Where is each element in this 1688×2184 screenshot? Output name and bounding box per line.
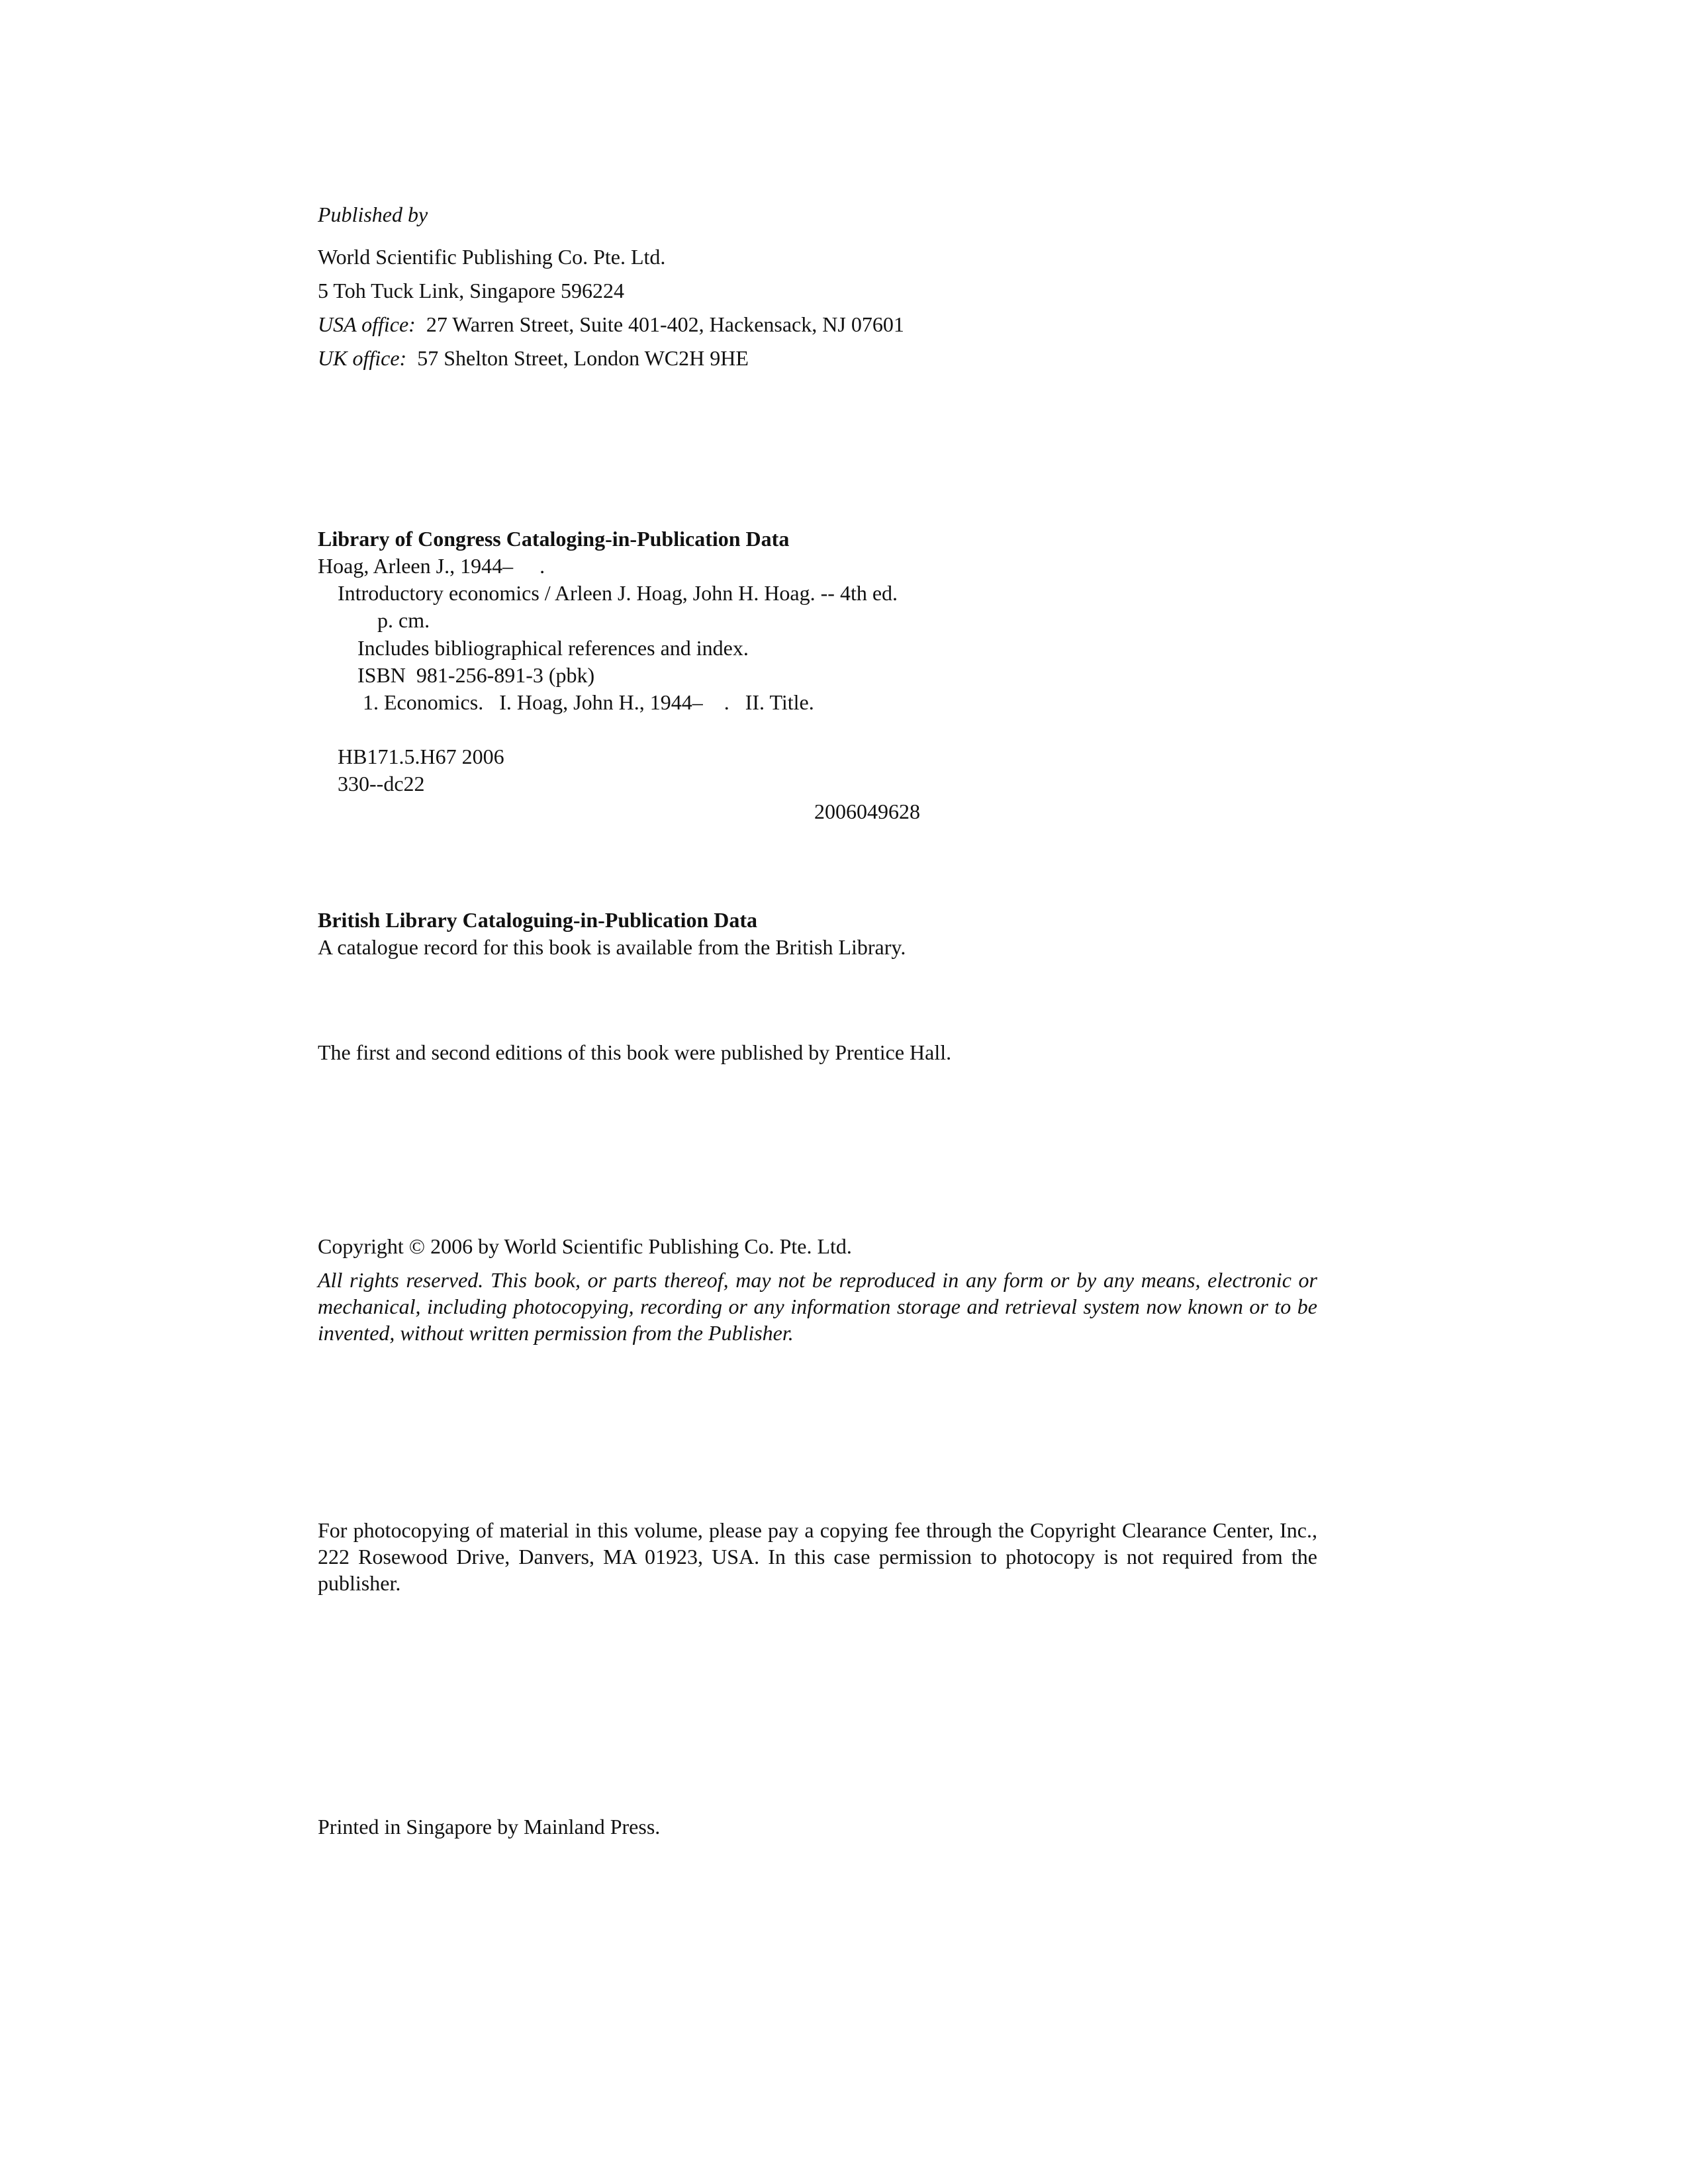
loc-subjects: 1. Economics. I. Hoag, John H., 1944– . II. Title. xyxy=(363,690,814,714)
editions-note: The first and second editions of this book were published by Prentice Hall. xyxy=(318,1040,952,1064)
loc-call-number: HB171.5.H67 2006 xyxy=(338,745,504,768)
loc-lccn: 2006049628 xyxy=(814,799,920,823)
uk-office-label: UK office: xyxy=(318,346,407,370)
copyright-line: Copyright © 2006 by World Scientific Publishing Co. Pte. Ltd. xyxy=(318,1234,852,1258)
loc-includes: Includes bibliographical references and index. xyxy=(357,636,749,660)
loc-author: Hoag, Arleen J., 1944– . xyxy=(318,554,545,578)
loc-isbn-value: 981-256-891-3 (pbk) xyxy=(416,663,595,687)
usa-office-address: 27 Warren Street, Suite 401-402, Hackensack, NJ 07601 xyxy=(426,312,904,336)
loc-title-line: Introductory economics / Arleen J. Hoag, John H. Hoag. -- 4th ed. xyxy=(338,581,898,605)
loc-cip-heading: Library of Congress Cataloging-in-Publication Data xyxy=(318,527,790,551)
publisher-name: World Scientific Publishing Co. Pte. Ltd. xyxy=(318,245,666,269)
loc-dewey: 330--dc22 xyxy=(338,772,425,796)
loc-isbn-label: ISBN xyxy=(357,663,406,687)
photocopy-note: For photocopying of material in this volume, please pay a copying fee through the Copyright Clearance Center, Inc., 222 Rosewood Drive, Danvers, MA 01923, USA. In this case permission to photocopy is not required from the publisher. xyxy=(318,1518,1317,1595)
rights-statement: All rights reserved. This book, or parts thereof, may not be reproduced in any form or by any means, electronic or mechanical, including photocopying, recording or any information storage and retrieval system now known or to be invented, without written permission from the Publisher. xyxy=(318,1268,1317,1345)
published-by-label: Published by xyxy=(318,203,428,226)
british-cip-text: A catalogue record for this book is available from the British Library. xyxy=(318,935,906,959)
loc-isbn xyxy=(357,664,594,686)
uk-office-address: 57 Shelton Street, London WC2H 9HE xyxy=(417,346,749,370)
uk-office-line xyxy=(318,347,749,369)
printed-line: Printed in Singapore by Mainland Press. xyxy=(318,1815,661,1839)
loc-pages: p. cm. xyxy=(377,608,430,632)
british-cip-heading: British Library Cataloguing-in-Publication Data xyxy=(318,908,758,932)
publisher-address: 5 Toh Tuck Link, Singapore 596224 xyxy=(318,279,624,302)
usa-office-line xyxy=(318,314,904,335)
usa-office-label: USA office: xyxy=(318,312,416,336)
